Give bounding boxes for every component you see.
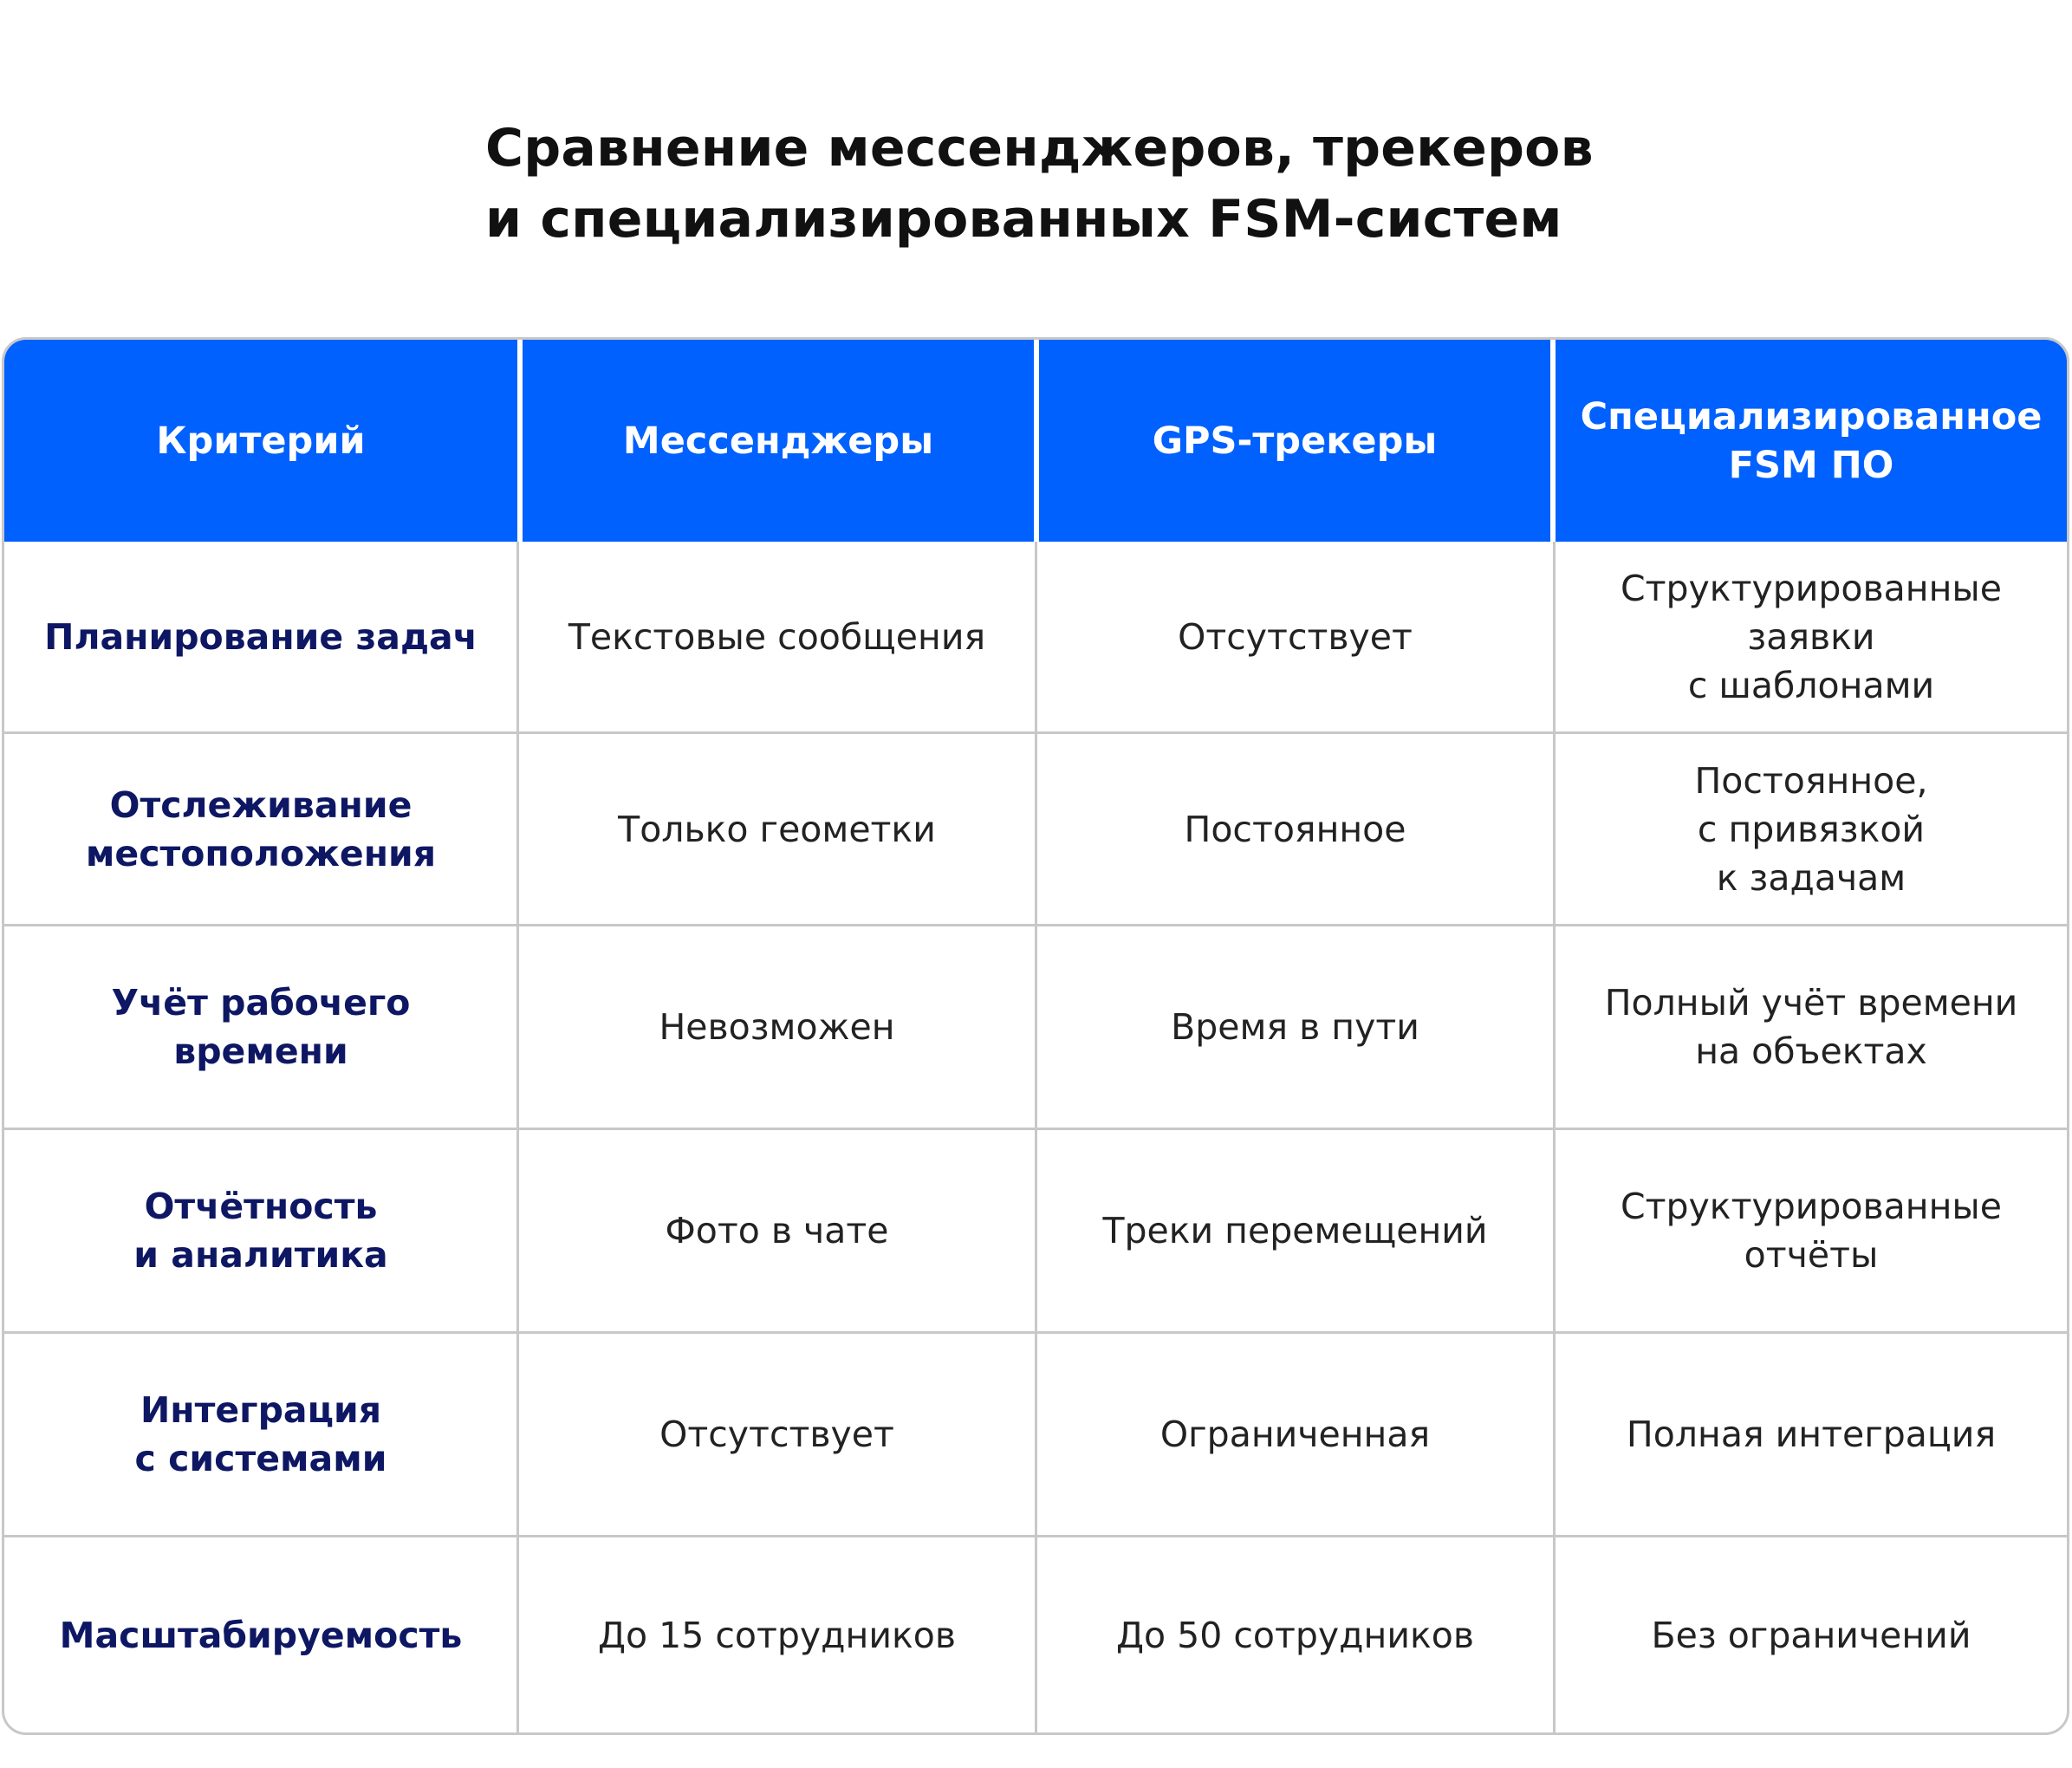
table-row (4, 1535, 2067, 1732)
criterion-cell: Планирование задач (44, 615, 477, 658)
table-row (4, 542, 2067, 731)
table-row (4, 731, 2067, 924)
criterion-cell: Интеграция с системами (134, 1389, 387, 1479)
messengers-cell: Отсутствует (659, 1414, 894, 1455)
header-gps-trackers: GPS-трекеры (1152, 419, 1438, 463)
page-title (0, 113, 2072, 260)
gps-cell: Ограниченная (1159, 1414, 1431, 1455)
title-line-1: Сравнение мессенджеров, трекеров (485, 118, 1594, 179)
header-criterion: Критерий (156, 419, 366, 463)
gps-cell: До 50 сотрудников (1116, 1614, 1474, 1656)
header-messengers: Мессенджеры (622, 419, 934, 463)
criterion-cell: Учёт рабочего времени (111, 982, 411, 1072)
gps-cell: Треки перемещений (1102, 1210, 1488, 1251)
gps-cell: Постоянное (1184, 808, 1406, 850)
criterion-cell: Масштабируемость (59, 1614, 463, 1656)
criterion-cell: Отчётность и аналитика (133, 1186, 388, 1276)
table-row (4, 924, 2067, 1128)
fsm-cell: Структурированные заявки с шаблонами (1621, 567, 2002, 706)
fsm-cell: Постоянное, с привязкой к задачам (1694, 759, 1928, 899)
messengers-cell: Невозможен (659, 1006, 895, 1048)
comparison-table (2, 337, 2069, 1735)
fsm-cell: Структурированные отчёты (1621, 1186, 2002, 1276)
criterion-cell: Отслеживание местоположения (85, 783, 437, 874)
gps-cell: Время в пути (1171, 1006, 1419, 1048)
table-row (4, 1128, 2067, 1331)
messengers-cell: Только геометки (618, 808, 936, 850)
gps-cell: Отсутствует (1178, 615, 1413, 658)
messengers-cell: Фото в чате (665, 1210, 889, 1251)
table-row (4, 1331, 2067, 1535)
fsm-cell: Полный учёт времени на объектах (1604, 982, 2018, 1072)
messengers-cell: Текстовые сообщения (568, 615, 986, 658)
fsm-cell: Полная интеграция (1626, 1414, 1997, 1455)
header-fsm-software: Специализированное FSM ПО (1580, 394, 2043, 487)
messengers-cell: До 15 сотрудников (598, 1614, 956, 1656)
table-header-row (4, 340, 2067, 542)
fsm-cell: Без ограничений (1651, 1614, 1971, 1656)
title-line-2: и специализированных FSM-систем (485, 189, 1562, 250)
